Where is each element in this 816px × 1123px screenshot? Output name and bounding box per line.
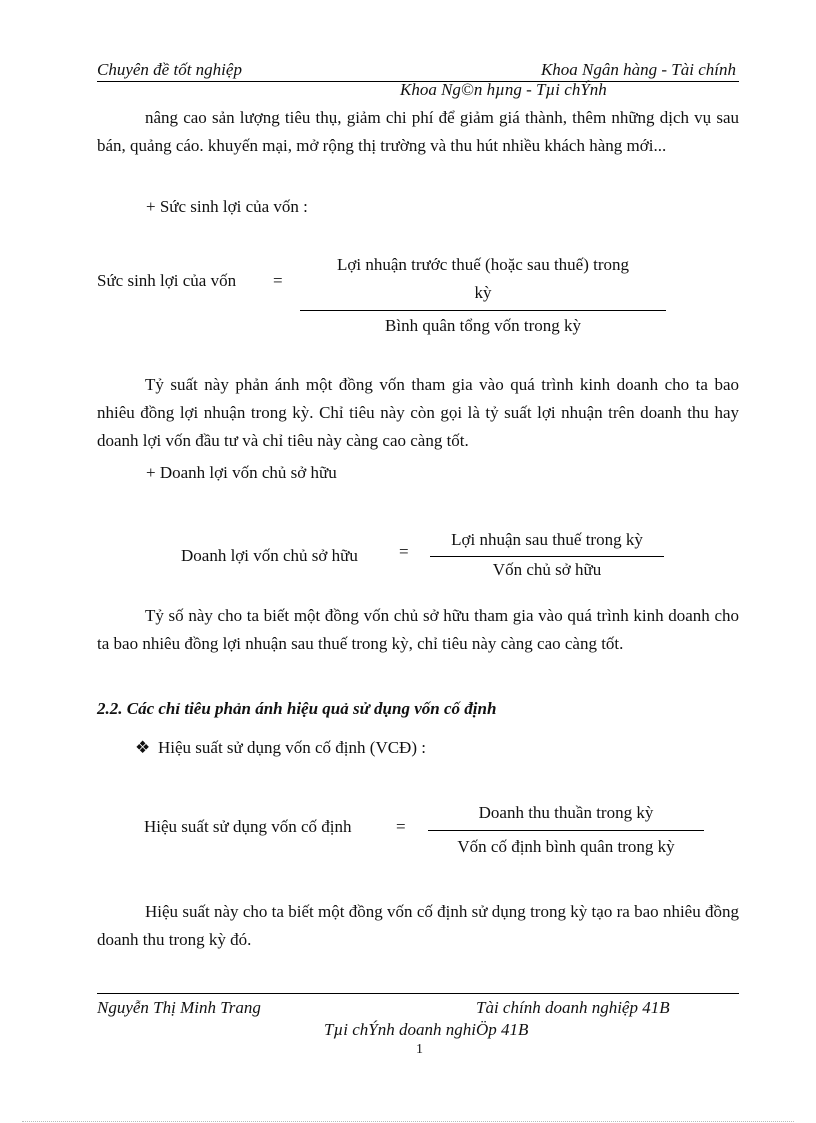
page-number: 1: [416, 1042, 423, 1057]
footer-right: Tài chính doanh nghiệp 41B: [476, 998, 670, 1017]
paragraph-intro: nâng cao sản lượng tiêu thụ, giảm chi phí để giảm giá thành, thêm những dịch vụ sau bán, quảng cáo. khuyến mại, mở rộng thị trường và thu hút nhiều khách hàng mới...: [97, 108, 739, 155]
footer-garbled: Tµi chÝnh doanh nghiÖp 41B: [324, 1020, 529, 1039]
bullet-ssl: + Sức sinh lợi của vốn :: [146, 197, 308, 216]
footer-rule: [97, 993, 739, 994]
paragraph-ssl: Tỷ suất này phản ánh một đồng vốn tham gia vào quá trình kinh doanh cho ta bao nhiêu đồng lợi nhuận trong kỳ. Chỉ tiêu này còn gọi là tỷ suất lợi nhuận trên doanh thu hay doanh lợi vốn đầu tư và chỉ tiêu này càng cao càng tốt.: [97, 375, 739, 450]
formula3-fraction-bar: [428, 830, 704, 831]
formula3-equals: =: [396, 817, 406, 836]
formula2-label: Doanh lợi vốn chủ sở hữu: [181, 546, 358, 565]
page-bottom-edge: [22, 1121, 794, 1122]
bullet-hs-text: Hiệu suất sử dụng vốn cố định (VCĐ) :: [158, 738, 426, 757]
header-right: Khoa Ngân hàng - Tài chính: [540, 60, 736, 79]
header-left: Chuyên đề tốt nghiệp: [97, 60, 242, 79]
footer-left: Nguyễn Thị Minh Trang: [97, 998, 261, 1017]
formula2-denominator: Vốn chủ sở hữu: [492, 560, 602, 579]
paragraph-dlv: Tỷ số này cho ta biết một đồng vốn chủ sở hữu tham gia vào quá trình kinh doanh cho ta bao nhiêu đồng lợi nhuận sau thuế trong kỳ, chỉ tiêu này càng cao càng tốt.: [97, 606, 739, 653]
bullet-dlv: + Doanh lợi vốn chủ sở hữu: [146, 463, 337, 482]
formula3-denominator: Vốn cố định bình quân trong kỳ: [457, 837, 675, 856]
header-garbled: Khoa Ng©n hµng - Tµi chÝnh: [400, 80, 607, 99]
formula2-equals: =: [399, 542, 409, 561]
formula3-label: Hiệu suất sử dụng vốn cố định: [144, 817, 352, 836]
formula2-numerator: Lợi nhuận sau thuế trong kỳ: [451, 530, 643, 549]
formula1-numerator-line1: Lợi nhuận trước thuế (hoặc sau thuế) trong: [336, 255, 630, 274]
formula2-fraction-bar: [430, 556, 664, 557]
formula1-numerator-line2: kỳ: [474, 283, 492, 302]
formula1-label: Sức sinh lợi của vốn: [97, 271, 237, 290]
formula1-fraction-bar: [300, 310, 666, 311]
formula1-equals: =: [273, 271, 283, 290]
formula1-denominator: Bình quân tổng vốn trong kỳ: [385, 316, 581, 335]
bullet-hs-symbol: ❖: [135, 738, 151, 757]
section-heading: 2.2. Các chỉ tiêu phản ánh hiệu quả sử dụng vốn cố định: [97, 699, 497, 718]
formula3-numerator: Doanh thu thuần trong kỳ: [478, 803, 654, 822]
paragraph-hs: Hiệu suất này cho ta biết một đồng vốn cố định sử dụng trong kỳ tạo ra bao nhiêu đồng doanh thu trong kỳ đó.: [97, 902, 739, 949]
